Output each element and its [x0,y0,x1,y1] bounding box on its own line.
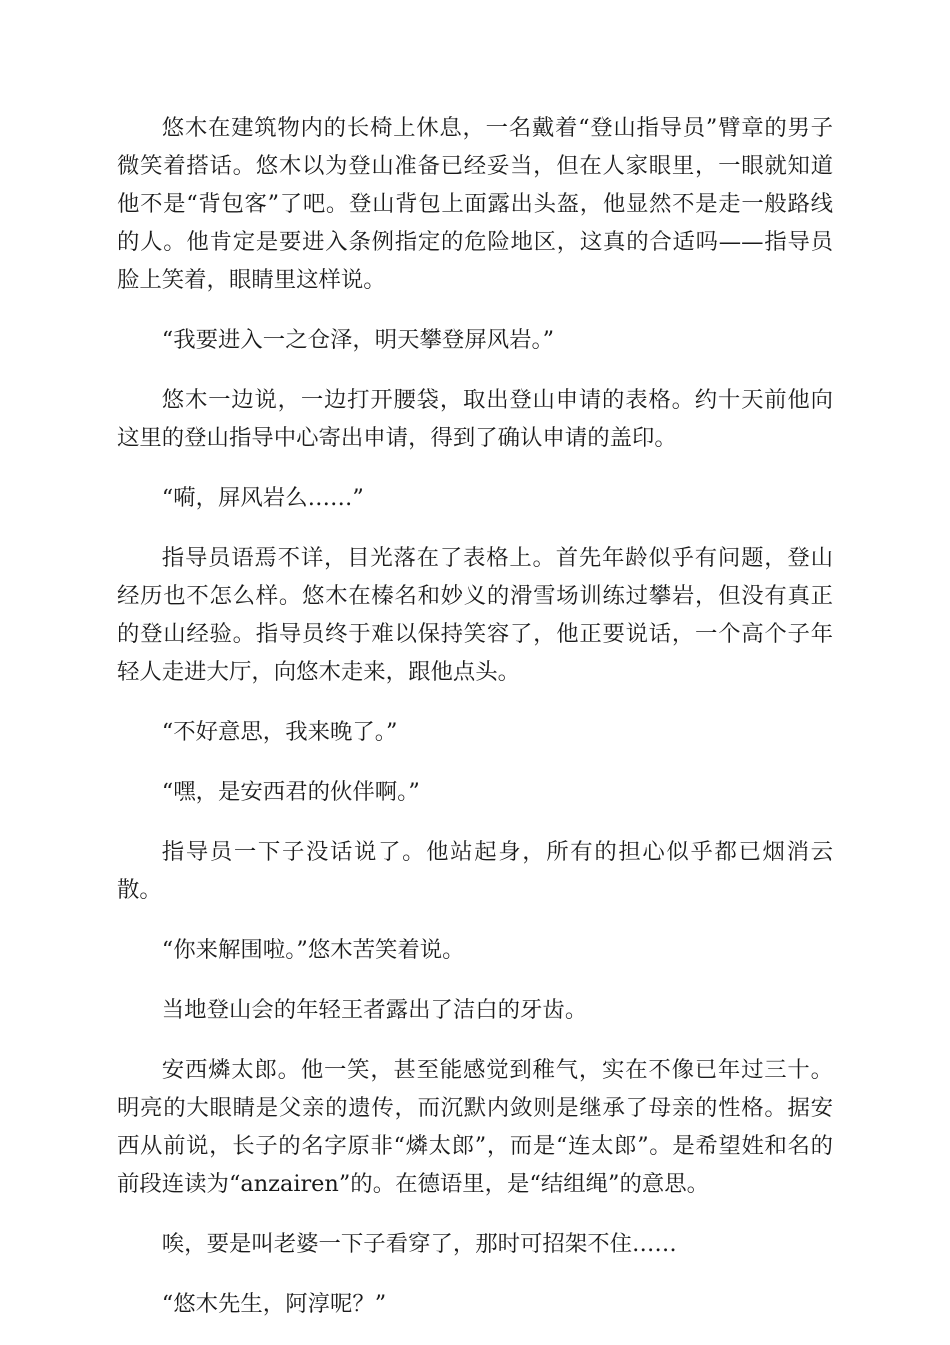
paragraph-13: “悠木先生，阿淳呢？” [161,1291,387,1317]
paragraph-12: 唉，要是叫老婆一下子看穿了，那时可招架不住…… [161,1231,677,1257]
paragraph-7: “嘿，是安西君的伙伴啊。” [161,779,420,805]
paragraph-10: 当地登山会的年轻王者露出了洁白的牙齿。 [161,997,588,1023]
paragraph-2: “我要进入一之仓泽，明天攀登屏风岩。” [161,327,555,353]
paragraph-1: 悠木在建筑物内的长椅上休息，一名戴着“登山指导员”臂章的男子微笑着搭话。悠木以为登山准备已经妥当，但在人家眼里，一眼就知道他不是“背包客”了吧。登山背包上面露出头盔，他显然不是走一般路线的人。他肯定是要进入条例指定的危险地区，这真的合适吗——指导员脸上笑着，眼睛里这样说。 [117,115,833,293]
paragraph-9: “你来解围啦。”悠木苦笑着说。 [161,937,465,963]
paragraph-4: “嗬，屏风岩么……” [161,485,364,511]
paragraph-8: 指导员一下子没话说了。他站起身，所有的担心似乎都已烟消云散。 [117,839,833,903]
paragraph-6: “不好意思，我来晚了。” [161,719,398,745]
paragraph-5: 指导员语焉不详，目光落在了表格上。首先年龄似乎有问题，登山经历也不怎么样。悠木在榛名和妙义的滑雪场训练过攀岩，但没有真正的登山经验。指导员终于难以保持笑容了，他正要说话，一个高个子年轻人走进大厅，向悠木走来，跟他点头。 [117,545,833,685]
paragraph-11: 安西燐太郎。他一笑，甚至能感觉到稚气，实在不像已年过三十。明亮的大眼睛是父亲的遗传，而沉默内敛则是继承了母亲的性格。据安西从前说，长子的名字原非“燐太郎”，而是“连太郎”。是希望姓和名的前段连读为“anzairen”的。在德语里，是“结组绳”的意思。 [117,1057,833,1197]
paragraph-3: 悠木一边说，一边打开腰袋，取出登山申请的表格。约十天前他向这里的登山指导中心寄出申请，得到了确认申请的盖印。 [117,387,833,451]
document-body [117,109,833,1345]
